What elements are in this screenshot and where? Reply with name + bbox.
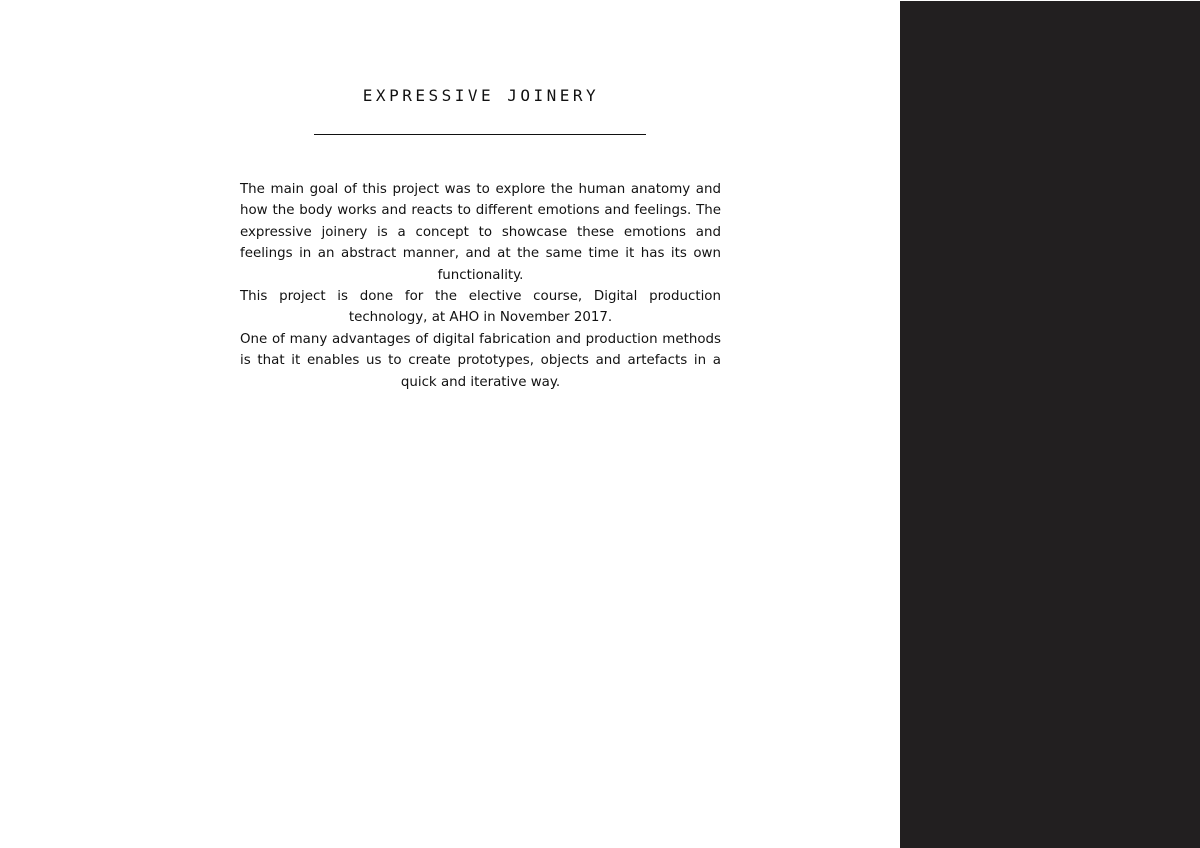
dark-side-panel — [900, 1, 1200, 848]
paragraph-advantages: One of many advantages of digital fabrication and production methods is that it enables us to create prototypes, objects and artefacts in a quick and iterative way. — [240, 331, 721, 390]
paragraph-course: This project is done for the elective course, Digital production technology, at AHO in November 2017. — [240, 289, 721, 326]
body-text — [240, 179, 721, 393]
paragraph-goal: The main goal of this project was to explore the human anatomy and how the body works and reacts to different emotions and feelings. The expressive joinery is a concept to showcase these emotions and feelings in an abstract manner, and at the same time it has its own functionality. — [240, 182, 721, 283]
title-divider — [314, 134, 646, 135]
document-title: EXPRESSIVE JOINERY — [362, 86, 600, 105]
